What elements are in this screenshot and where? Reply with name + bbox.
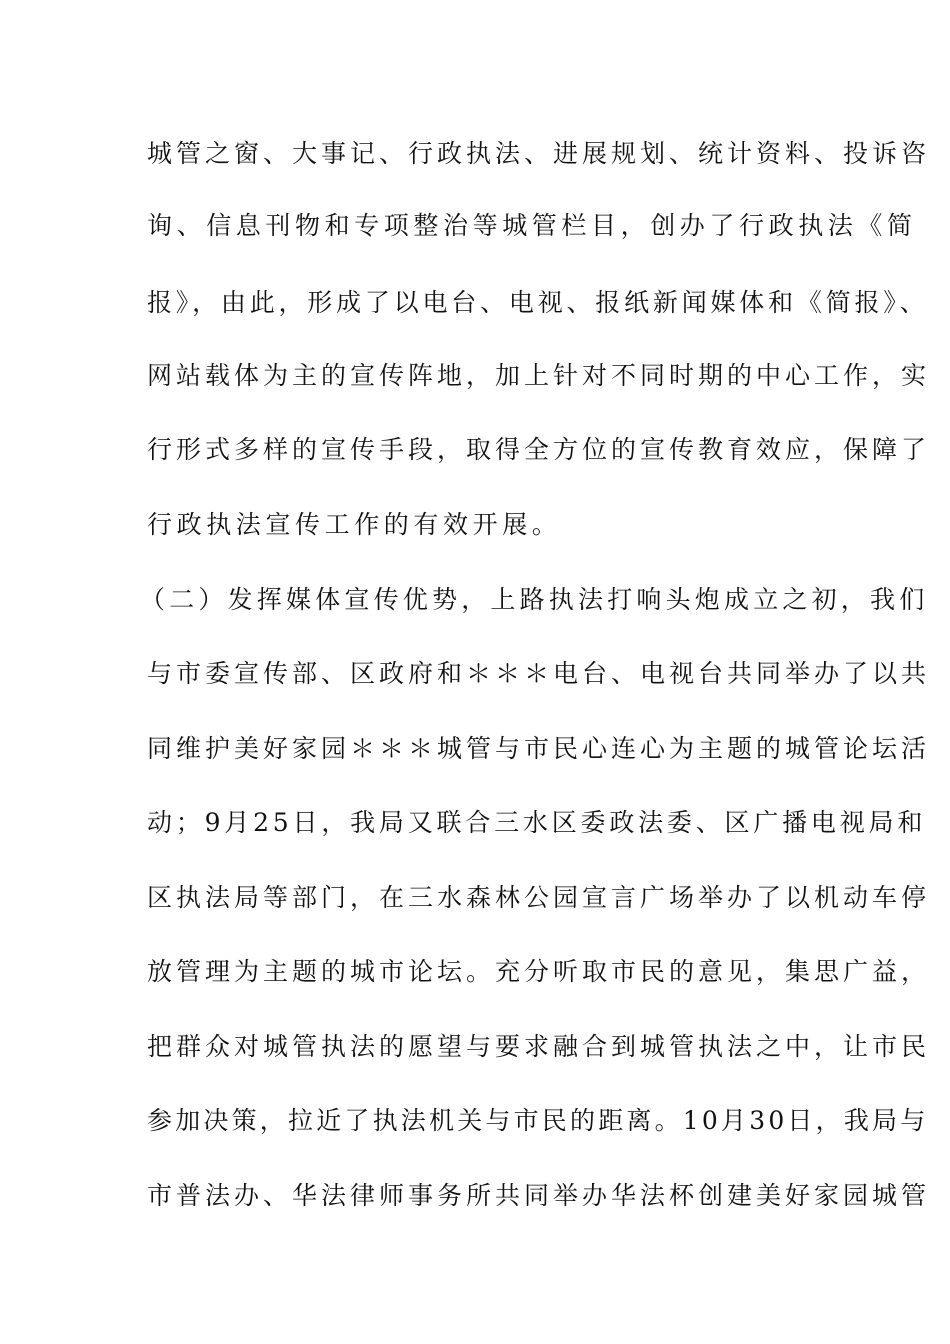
text-line: 把群众对城管执法的愿望与要求融合到城管执法之中，让市民 [147, 1032, 931, 1061]
text-line: 同维护美好家园＊＊＊城管与市民心连心为主题的城管论坛活 [147, 734, 931, 763]
text-line: 放管理为主题的城市论坛。充分听取市民的意见，集思广益， [147, 957, 931, 986]
text-line: 行形式多样的宣传手段，取得全方位的宣传教育效应，保障了 [147, 435, 931, 464]
text-line: 参加决策，拉近了执法机关与市民的距离。10月30日，我局与 [147, 1106, 929, 1135]
text-line: 询、信息刊物和专项整治等城管栏目，创办了行政执法《简 [147, 211, 917, 240]
text-line: 动；9月25日，我局又联合三水区委政法委、区广播电视局和 [147, 808, 927, 837]
text-line: 与市委宣传部、区政府和＊＊＊电台、电视台共同举办了以共 [147, 659, 931, 688]
section-heading-line: （二）发挥媒体宣传优势，上路执法打响头炮成立之初，我们 [140, 585, 929, 614]
text-line: 网站载体为主的宣传阵地，加上针对不同时期的中心工作，实 [147, 361, 931, 390]
text-line: 区执法局等部门，在三水森林公园宣言广场举办了以机动车停 [147, 883, 931, 912]
text-line: 报》，由此，形成了以电台、电视、报纸新闻媒体和《简报》、 [147, 288, 929, 317]
text-line: 市普法办、华法律师事务所共同举办华法杯创建美好家园城管 [147, 1181, 931, 1210]
text-line: 城管之窗、大事记、行政执法、进展规划、统计资料、投诉咨 [147, 139, 931, 168]
text-line: 行政执法宣传工作的有效开展。 [147, 510, 562, 539]
